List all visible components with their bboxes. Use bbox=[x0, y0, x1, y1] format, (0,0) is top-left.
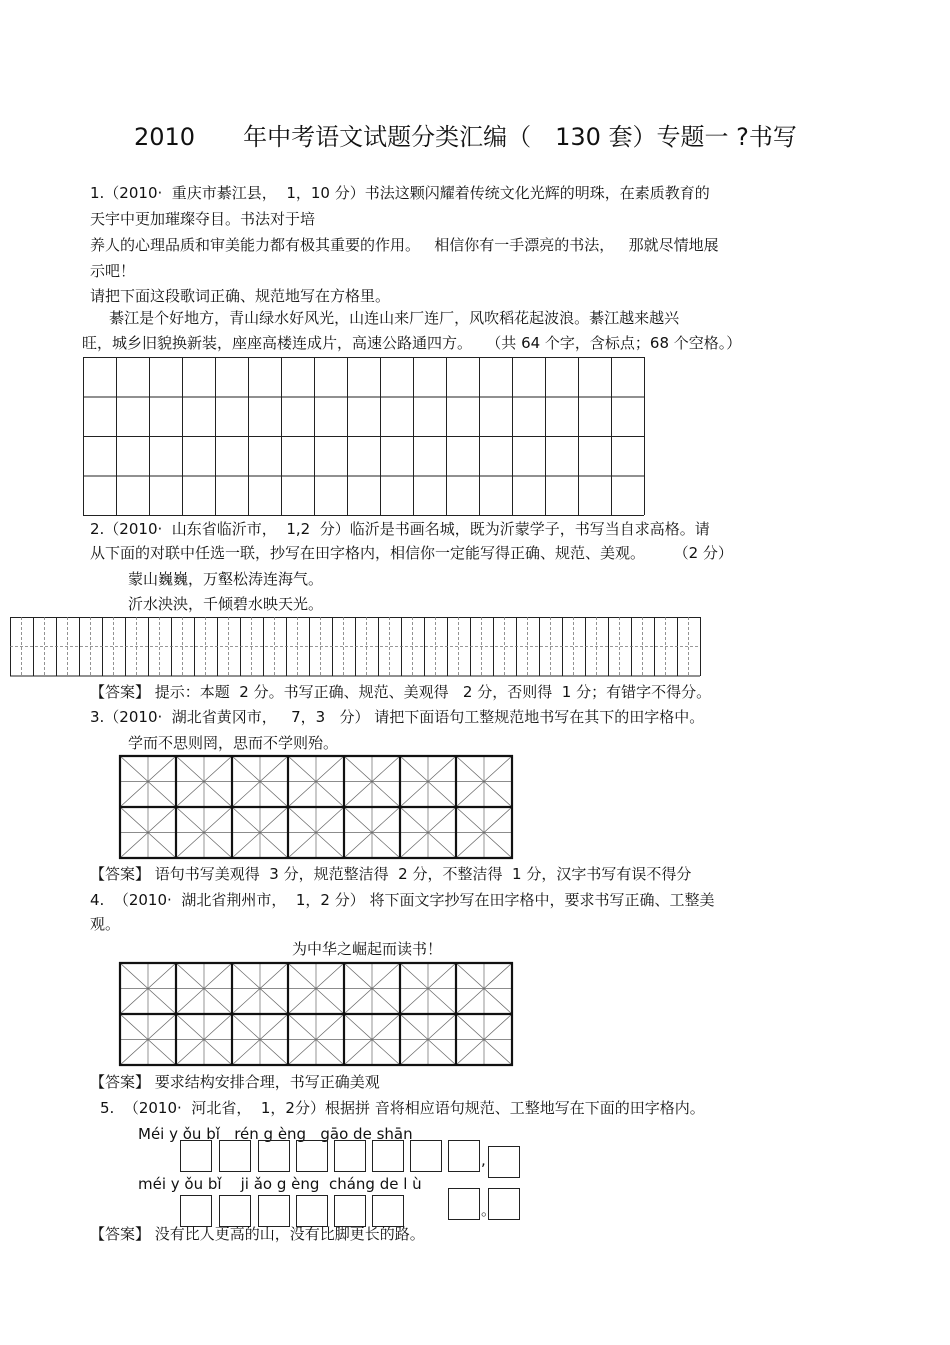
q5-text-line1: 5. （2010· 河北省， 1，2分）根据拼 音将相应语句规范、工整地写在下面的田字格内。 bbox=[100, 1099, 705, 1117]
q2-text-line1: 2.（2010· 山东省临沂市， 1,2 分）临沂是书画名城，既为沂蒙学子，书写当自求高格。请 bbox=[90, 520, 710, 538]
q1-text-line1: 1.（2010· 重庆市綦江县， 1，10 分）书法这颗闪耀着传统文化光辉的明珠，在素质教育的 bbox=[90, 184, 710, 202]
q5-box[interactable] bbox=[219, 1140, 251, 1172]
q5-period: 。 bbox=[481, 1201, 497, 1219]
q5-box[interactable] bbox=[258, 1195, 290, 1227]
q5-box[interactable] bbox=[180, 1140, 212, 1172]
q5-box[interactable] bbox=[219, 1195, 251, 1227]
q4-text-line1: 4. （2010· 湖北省荆州市， 1，2 分） 将下面文字抄写在田字格中，要求书写正确、工整美 bbox=[90, 891, 715, 909]
q4-answer: 【答案】 要求结构安排合理，书写正确美观 bbox=[90, 1073, 380, 1091]
q5-box[interactable] bbox=[448, 1140, 480, 1172]
q4-sentence: 为中华之崛起而读书！ bbox=[292, 940, 443, 958]
q5-box[interactable] bbox=[410, 1140, 442, 1172]
q3-sentence: 学而不思则罔，思而不学则殆。 bbox=[128, 734, 339, 752]
q1-text-line4: 示吧！ bbox=[90, 262, 136, 280]
q5-box[interactable] bbox=[372, 1140, 404, 1172]
q5-comma: , bbox=[481, 1151, 486, 1169]
q2-answer: 【答案】 提示：本题 2 分。书写正确、规范、美观得 2 分，否则得 1 分；有错字不得分。 bbox=[90, 683, 712, 701]
q1-lyrics-line1: 綦江是个好地方，青山绿水好风光，山连山来厂连厂，风吹稻花起波浪。綦江越来越兴 bbox=[90, 309, 680, 327]
q4-mizi-grid[interactable] bbox=[119, 962, 515, 1067]
q2-text-line2: 从下面的对联中任选一联，抄写在田字格内，相信你一定能写得正确、规范、美观。 （2 分） bbox=[90, 544, 733, 562]
q3-answer: 【答案】 语句书写美观得 3 分，规范整洁得 2 分，不整洁得 1 分，汉字书写有误不得分 bbox=[90, 865, 692, 883]
q4-text-line2: 观。 bbox=[90, 915, 121, 933]
q5-pinyin-line2: méi y ǒu bǐ ji ǎo g èng cháng de l ù bbox=[138, 1175, 422, 1193]
q2-couplet-2: 沂水泱泱，千倾碧水映天光。 bbox=[128, 595, 324, 613]
q5-box[interactable] bbox=[448, 1188, 480, 1220]
q1-square-grid[interactable] bbox=[83, 357, 645, 515]
q3-mizi-grid[interactable] bbox=[119, 755, 515, 860]
q5-pinyin-line1: Méi y ǒu bǐ rén g èng gāo de shān bbox=[138, 1125, 413, 1143]
q5-answer: 【答案】 没有比人更高的山，没有比脚更长的路。 bbox=[90, 1225, 425, 1243]
q5-box[interactable] bbox=[488, 1188, 520, 1220]
q1-instruction: 请把下面这段歌词正确、规范地写在方格里。 bbox=[90, 287, 391, 305]
q1-lyrics-line2: 旺，城乡旧貌换新装，座座高楼连成片，高速公路通四方。 （共 64 个字，含标点；68 个空格。） bbox=[82, 334, 742, 352]
q2-couplet-1: 蒙山巍巍，万壑松涛连海气。 bbox=[128, 570, 324, 588]
q1-text-line3: 养人的心理品质和审美能力都有极其重要的作用。 相信你有一手漂亮的书法， 那就尽情地展 bbox=[90, 236, 719, 254]
q5-box[interactable] bbox=[258, 1140, 290, 1172]
q5-box[interactable] bbox=[372, 1195, 404, 1227]
page-title: 2010 年中考语文试题分类汇编（ 130 套）专题一 ?书写 bbox=[134, 123, 797, 151]
q5-box[interactable] bbox=[296, 1140, 328, 1172]
q3-text-line1: 3.（2010· 湖北省黄冈市， 7，3 分） 请把下面语句工整规范地书写在其下的田字格中。 bbox=[90, 708, 705, 726]
q5-box[interactable] bbox=[488, 1146, 520, 1178]
q5-box[interactable] bbox=[180, 1195, 212, 1227]
q5-box[interactable] bbox=[334, 1140, 366, 1172]
q5-box[interactable] bbox=[334, 1195, 366, 1227]
q2-tianzi-grid[interactable] bbox=[10, 617, 703, 677]
q5-box[interactable] bbox=[296, 1195, 328, 1227]
q1-text-line2: 天宇中更加璀璨夺目。书法对于培 bbox=[90, 210, 316, 228]
